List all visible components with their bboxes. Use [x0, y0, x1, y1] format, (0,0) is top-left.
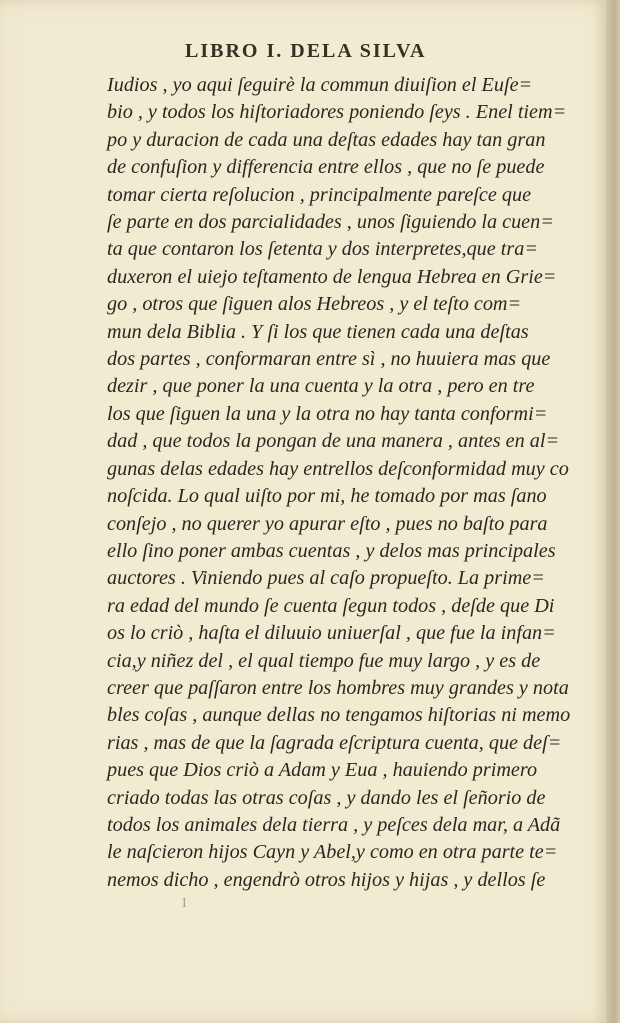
text-line: bio , y todos los hiſtoriadores poniendo ſeys . Enel tiem= — [107, 101, 567, 124]
text-line: duxeron el uiejo teſtamento de lengua Hebrea en Grie= — [107, 265, 557, 288]
page-edge — [606, 0, 620, 1023]
text-line: auctores . Viniendo pues al caſo propueſto. La prime= — [107, 567, 545, 590]
text-line: bles coſas , aunque dellas no tengamos hiſtorias ni memo — [107, 704, 571, 727]
text-line: tomar cierta reſolucion , principalmente pareſce que — [107, 183, 532, 206]
text-line: os lo criò , haſta el diluuio uniuerſal , que fue la infan= — [107, 622, 556, 645]
text-line: conſejo , no querer yo apurar eſto , pues no baſto para — [107, 512, 548, 535]
text-line: de confuſion y differencia entre ellos , que no ſe puede — [107, 156, 545, 179]
text-line: criado todas las otras coſas , y dando les el ſeñorio de — [107, 786, 546, 809]
text-line: ta que contaron los ſetenta y dos interpretes,que tra= — [107, 238, 538, 261]
text-line: ſe parte en dos parcialidades , unos ſiguiendo la cuen= — [107, 211, 554, 234]
text-line: go , otros que ſiguen alos Hebreos , y el teſto com= — [107, 293, 522, 316]
text-line: nemos dicho , engendrò otros hijos y hijas , y dellos ſe — [107, 868, 546, 891]
text-line: po y duracion de cada una deſtas edades hay tan gran — [107, 128, 546, 151]
text-line: dos partes , conformaran entre sì , no huuiera mas que — [107, 348, 551, 371]
text-line: los que ſiguen la una y la otra no hay tanta conformi= — [107, 402, 548, 425]
running-title: LIBRO I. DELA SILVA — [185, 40, 427, 62]
text-line: dad , que todos la pongan de una manera , antes en al= — [107, 430, 560, 453]
text-line: mun dela Biblia . Y ſi los que tienen cada una deſtas — [107, 320, 529, 343]
text-line: creer que paſſaron entre los hombres muy grandes y nota — [107, 676, 569, 699]
text-line: pues que Dios criò a Adam y Eua , hauiendo primero — [107, 759, 538, 782]
text-line: dezir , que poner la una cuenta y la otra , pero en tre — [107, 375, 535, 398]
text-line: le naſcieron hijos Cayn y Abel,y como en otra parte te= — [107, 841, 558, 864]
text-line: cia,y niñez del , el qual tiempo fue muy largo , y es de — [107, 649, 541, 672]
text-line: ello ſino poner ambas cuentas , y delos mas principales — [107, 539, 556, 562]
text-line: rias , mas de que la ſagrada eſcriptura cuenta, que deſ= — [107, 731, 562, 754]
text-line: gunas delas edades hay entrellos deſconformidad muy co — [107, 457, 569, 480]
signature-mark: I — [182, 896, 187, 911]
text-line: todos los animales dela tierra , y peſces dela mar, a Adã — [107, 813, 561, 836]
text-line: ra edad del mundo ſe cuenta ſegun todos , deſde que Di — [107, 594, 555, 617]
text-line: noſcida. Lo qual uiſto por mi, he tomado por mas ſano — [107, 485, 547, 508]
text-line: Iudios , yo aqui ſeguirè la commun diuiſion el Euſe= — [107, 74, 533, 96]
body-text — [107, 72, 577, 894]
